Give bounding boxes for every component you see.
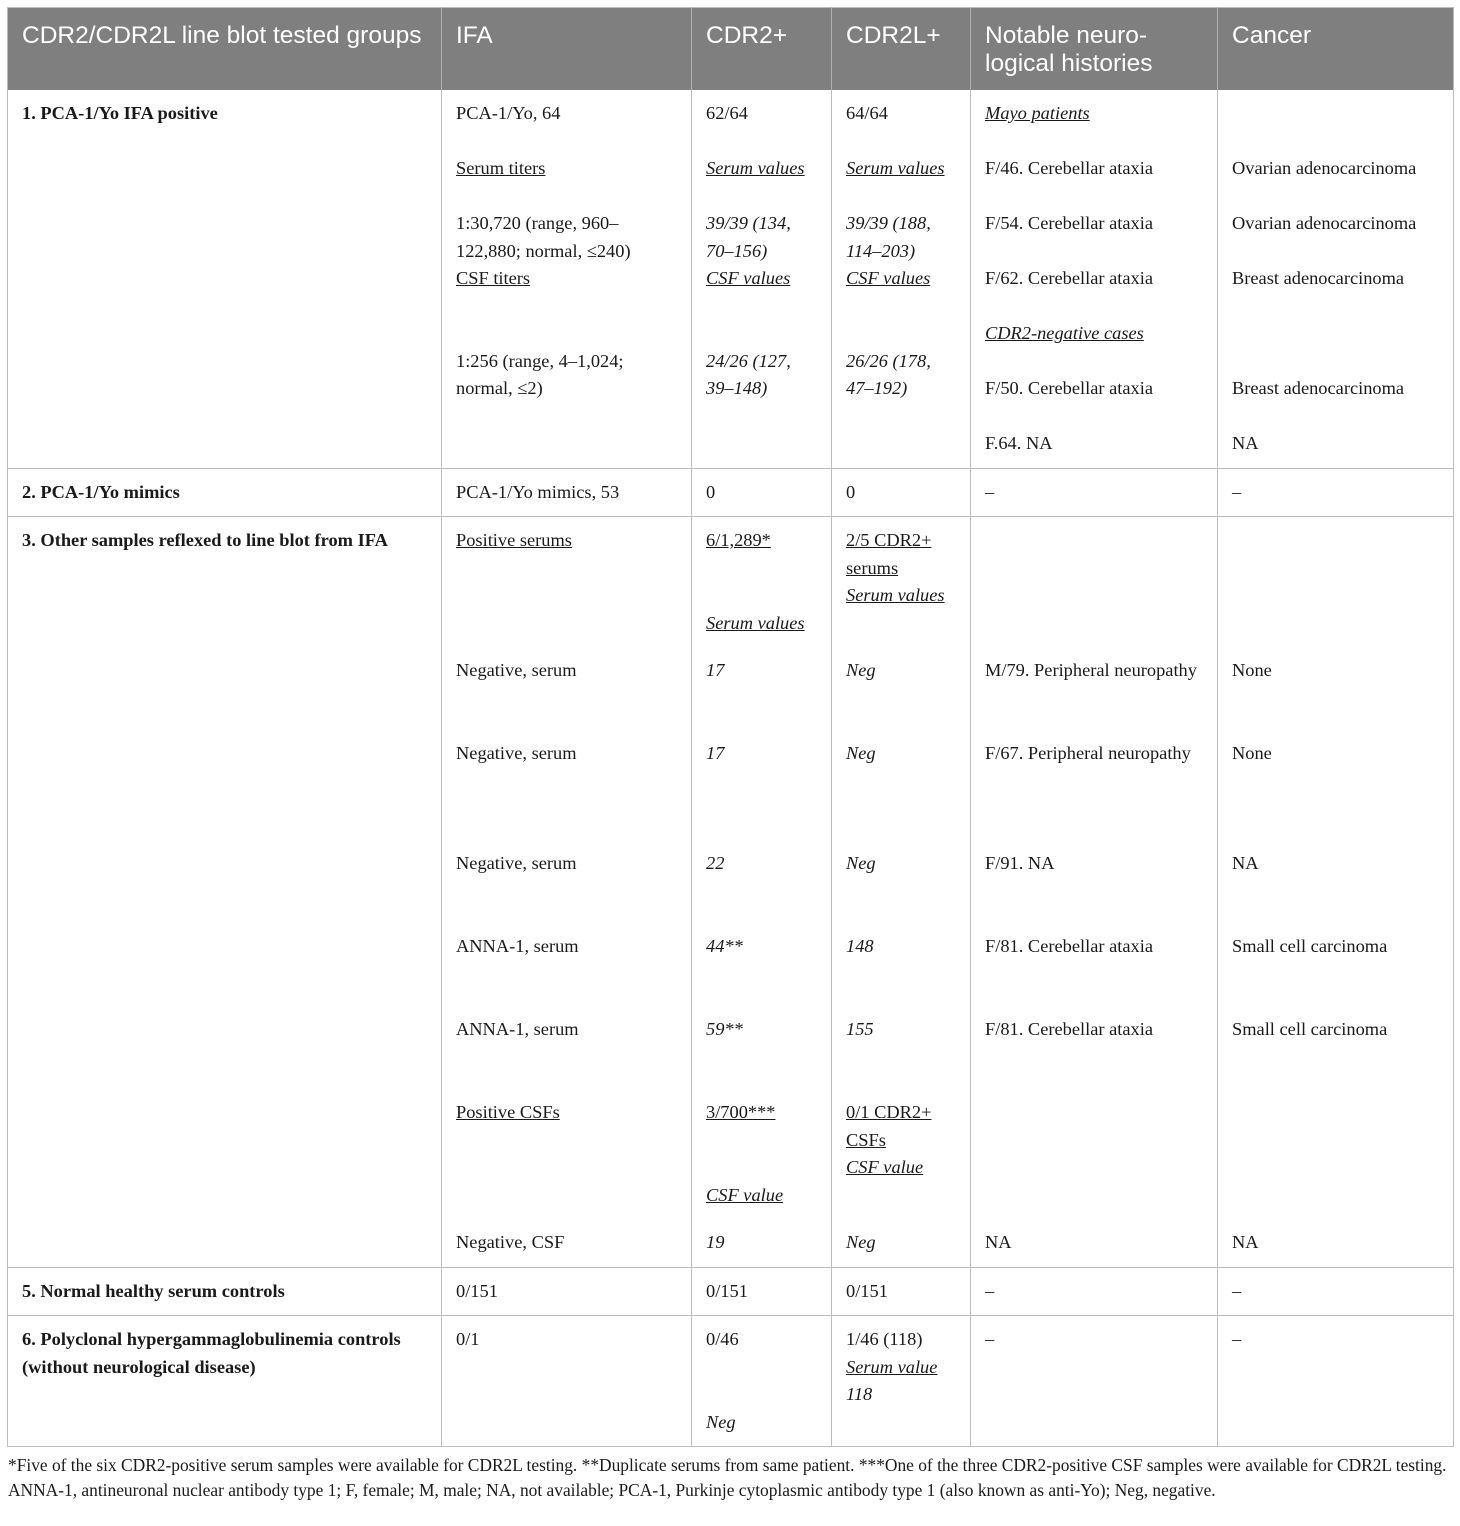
cancer-cell — [1218, 90, 1454, 468]
cdr2-value: Neg — [706, 1411, 736, 1432]
group-label: 2. PCA-1/Yo mimics — [8, 468, 442, 517]
table-row-group1 — [8, 90, 1454, 468]
cancer-cell: None — [1218, 647, 1454, 730]
cdr2l-serum-value-heading: Serum value — [846, 1356, 938, 1377]
histories-cell: – — [971, 468, 1218, 517]
cdr2l-csf-value: 26/26 (178, 47–192) — [846, 350, 931, 398]
cancer-cell: – — [1218, 1316, 1454, 1447]
ifa-cell: Negative, serum — [442, 647, 692, 730]
cdr2l-csf-value-heading: CSF value — [846, 1157, 924, 1177]
cdr2l-cell: Neg — [832, 647, 971, 730]
cdr2l-serum-value: 39/39 (188, 114–203) — [846, 213, 931, 261]
history-item: F/46. Cerebellar ataxia — [985, 158, 1154, 178]
cdr2l-cell: Neg — [832, 840, 971, 923]
csf-titers-heading: CSF titers — [456, 268, 531, 288]
cdr2l-count: 1/46 (118) — [846, 1329, 923, 1349]
col-header-groups: CDR2/CDR2L line blot tested groups — [8, 8, 442, 91]
cancer-item: Breast adenocarcinoma — [1232, 268, 1405, 288]
cancer-cell: NA — [1218, 840, 1454, 923]
histories-cell — [971, 90, 1218, 468]
positive-csfs-heading: Positive CSFs — [456, 1102, 560, 1122]
col-header-histories: Notable neuro-logical histories — [971, 8, 1218, 91]
col-header-cancer: Cancer — [1218, 8, 1454, 91]
document — [7, 7, 1453, 1503]
cdr2-cell: 22 — [692, 840, 832, 923]
cdr2-serum-heading: Serum values — [706, 158, 805, 178]
table-row-group3 — [8, 517, 1454, 648]
cdr2l-cell: 148 — [832, 923, 971, 1006]
col-header-cdr2l: CDR2L+ — [832, 8, 971, 91]
cdr2-cell — [692, 1316, 832, 1447]
group-label: 3. Other samples reflexed to line blot from IFA — [8, 517, 442, 1268]
group-label: 5. Normal healthy serum controls — [8, 1267, 442, 1316]
cdr2l-positive-serums: 2/5 CDR2+ serums — [846, 530, 932, 578]
cdr2l-cell: 155 — [832, 1006, 971, 1089]
cancer-cell — [1218, 517, 1454, 648]
cdr2l-cell: 0 — [832, 468, 971, 517]
cdr2-cell: 17 — [692, 647, 832, 730]
table-footnote: *Five of the six CDR2-positive serum samples were available for CDR2L testing. **Duplicate serums from same patient. ***One of the three CDR2-positive CSF samples were available for CDR2L testing. ANNA-1, antineuronal nuclear antibody type 1; F, female; M, male; NA, not available; PCA-1, Purkinje cytoplasmic antibody type 1 (also known as anti-Yo); Neg, negative. — [8, 1455, 1447, 1500]
mayo-patients-heading: Mayo patients — [985, 103, 1090, 123]
ifa-cell: Negative, serum — [442, 840, 692, 923]
cdr2l-count: 64/64 — [846, 103, 888, 123]
histories-cell: M/79. Peripheral neuropathy — [971, 647, 1218, 730]
cdr2-csf-value: 24/26 (127, 39–148) — [706, 350, 791, 398]
csf-titers-value: 1:256 (range, 4–1,024; normal, ≤2) — [456, 350, 624, 398]
cancer-cell: NA — [1218, 1219, 1454, 1267]
group-label: 1. PCA-1/Yo IFA positive — [8, 90, 442, 468]
cancer-item: Ovarian adenocarcinoma — [1232, 158, 1417, 178]
col-header-ifa: IFA — [442, 8, 692, 91]
cancer-cell: – — [1218, 1267, 1454, 1316]
results-table — [7, 7, 1454, 1447]
cdr2-cell — [692, 1089, 832, 1219]
header-row — [8, 8, 1454, 91]
serum-titers-heading: Serum titers — [456, 158, 546, 178]
serum-titers-value: 1:30,720 (range, 960–122,880; normal, ≤240) — [456, 213, 631, 261]
cdr2l-cell: Neg — [832, 730, 971, 840]
ifa-cell: Negative, CSF — [442, 1219, 692, 1267]
col-header-cdr2: CDR2+ — [692, 8, 832, 91]
cancer-cell: Small cell carcinoma — [1218, 1006, 1454, 1089]
cdr2l-positive-csfs: 0/1 CDR2+ CSFs — [846, 1102, 932, 1150]
group-label: 6. Polyclonal hypergammaglobulinemia controls (without neurological disease) — [8, 1316, 442, 1447]
cancer-cell: – — [1218, 468, 1454, 517]
ifa-cell — [442, 90, 692, 468]
ifa-cell: Negative, serum — [442, 730, 692, 840]
ifa-cell — [442, 1089, 692, 1219]
cdr2l-cell: 0/151 — [832, 1267, 971, 1316]
cdr2l-serum-heading: Serum values — [846, 158, 945, 178]
history-item: F/50. Cerebellar ataxia — [985, 378, 1154, 398]
cancer-item: Breast adenocarcinoma — [1232, 378, 1405, 398]
cdr2l-cell — [832, 1089, 971, 1219]
cdr2-csf-value-heading: CSF value — [706, 1184, 784, 1205]
positive-serums-heading: Positive serums — [456, 530, 572, 550]
cdr2-count: 0/46 — [706, 1329, 739, 1349]
histories-cell: NA — [971, 1219, 1218, 1267]
table-row-group2 — [8, 468, 1454, 517]
histories-cell — [971, 1089, 1218, 1219]
cdr2l-cell — [832, 90, 971, 468]
cancer-cell: None — [1218, 730, 1454, 840]
cdr2l-serum-values-heading: Serum values — [846, 585, 945, 605]
histories-cell: – — [971, 1267, 1218, 1316]
cdr2-cell: 0 — [692, 468, 832, 517]
cdr2l-cell: Neg — [832, 1219, 971, 1267]
histories-cell: F/81. Cerebellar ataxia — [971, 923, 1218, 1006]
cdr2-positive-serums: 6/1,289* — [706, 530, 771, 550]
history-item: F/54. Cerebellar ataxia — [985, 213, 1154, 233]
cdr2-negative-heading: CDR2-negative cases — [985, 323, 1144, 343]
history-item: F.64. NA — [985, 433, 1053, 453]
history-item: F/62. Cerebellar ataxia — [985, 268, 1154, 288]
histories-cell: F/67. Peripheral neuropathy — [971, 730, 1218, 840]
cdr2-cell — [692, 90, 832, 468]
cdr2-cell: 19 — [692, 1219, 832, 1267]
ifa-cell: 0/1 — [442, 1316, 692, 1447]
histories-cell: F/81. Cerebellar ataxia — [971, 1006, 1218, 1089]
cdr2-positive-csfs: 3/700*** — [706, 1102, 776, 1122]
histories-cell — [971, 517, 1218, 648]
cdr2-cell: 0/151 — [692, 1267, 832, 1316]
cancer-item: NA — [1232, 433, 1259, 453]
ifa-cell: PCA-1/Yo mimics, 53 — [442, 468, 692, 517]
cdr2-serum-value: 39/39 (134, 70–156) — [706, 213, 791, 261]
table-row-group5 — [8, 1267, 1454, 1316]
cdr2-serum-values-heading: Serum values — [706, 612, 805, 633]
histories-cell: – — [971, 1316, 1218, 1447]
cdr2-csf-heading: CSF values — [706, 268, 791, 288]
cdr2-cell: 17 — [692, 730, 832, 840]
cdr2l-cell — [832, 517, 971, 648]
ifa-cell: 0/151 — [442, 1267, 692, 1316]
ifa-cell — [442, 517, 692, 648]
ifa-cell: ANNA-1, serum — [442, 923, 692, 1006]
cancer-cell: Small cell carcinoma — [1218, 923, 1454, 1006]
cancer-item: Ovarian adenocarcinoma — [1232, 213, 1417, 233]
cdr2l-cell — [832, 1316, 971, 1447]
cdr2l-value: 118 — [846, 1384, 873, 1404]
cancer-cell — [1218, 1089, 1454, 1219]
cdr2l-csf-heading: CSF values — [846, 268, 931, 288]
ifa-cell: ANNA-1, serum — [442, 1006, 692, 1089]
cdr2-cell: 59** — [692, 1006, 832, 1089]
table-row-group6 — [8, 1316, 1454, 1447]
cdr2-cell: 44** — [692, 923, 832, 1006]
histories-cell: F/91. NA — [971, 840, 1218, 923]
ifa-count: PCA-1/Yo, 64 — [456, 103, 561, 123]
cdr2-count: 62/64 — [706, 103, 748, 123]
cdr2-cell — [692, 517, 832, 648]
